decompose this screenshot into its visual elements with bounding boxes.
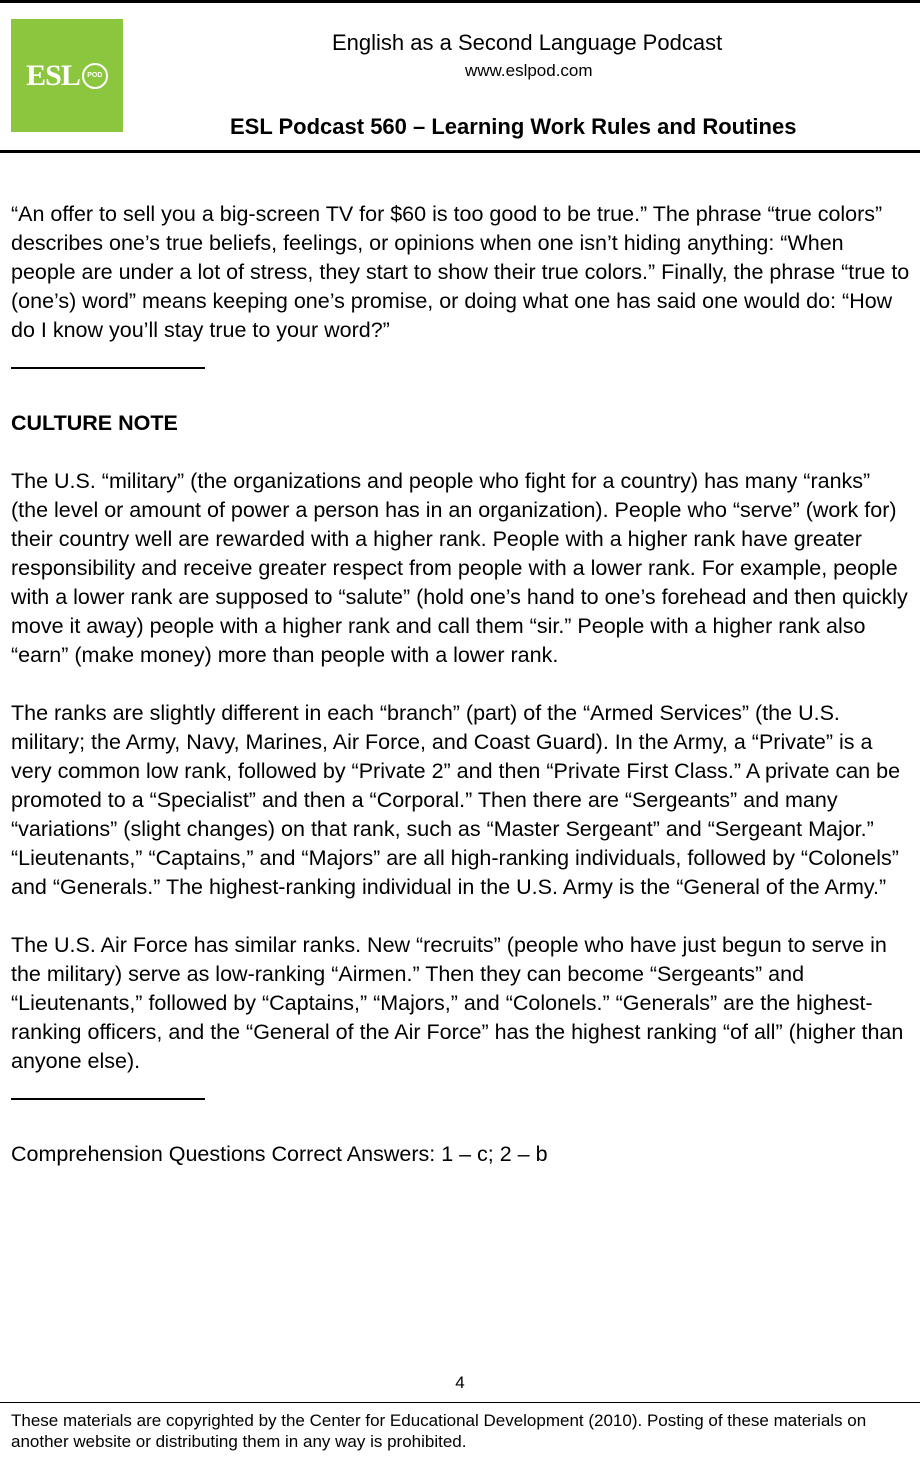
section-separator [11, 1098, 205, 1100]
culture-paragraph-1: The U.S. “military” (the organizations and people who fight for a country) has many “ranks” (the level or amount of power a person has in an organization). People who “serve” (work for) their country well are rewarded with a higher rank. People with a higher rank have greater responsibility and receive greater respect from people with a lower rank. For example, people with a lower rank are supposed to “salute” (hold one’s hand to one’s forehead and then quickly move it away) people with a higher rank and call them “sir.” People with a higher rank also “earn” (make money) more than people with a lower rank. [11, 469, 908, 667]
header-divider [0, 150, 920, 153]
page-number: 4 [455, 1373, 465, 1392]
podcast-title: English as a Second Language Podcast [332, 30, 723, 55]
footer-divider [0, 1402, 920, 1403]
section-separator [11, 367, 205, 369]
culture-note-heading: CULTURE NOTE [11, 411, 178, 435]
episode-title: ESL Podcast 560 – Learning Work Rules and Routines [230, 114, 797, 139]
top-rule [0, 0, 920, 3]
page-content [11, 200, 913, 1169]
logo-text: ESL [26, 58, 80, 92]
culture-paragraph-3: The U.S. Air Force has similar ranks. New “recruits” (people who have just begun to serve in the military) serve as low-ranking “Airmen.” Then they can become “Sergeants” and “Lieutenants,” followed by “Captains,” “Majors,” and “Colonels.” “Generals” are the highest-ranking officers, and the “General of the Air Force” has the highest ranking “of all” (higher than anyone else). [11, 933, 904, 1073]
eslpod-logo [11, 19, 123, 132]
intro-paragraph: “An offer to sell you a big-screen TV for $60 is too good to be true.” The phrase “true colors” describes one’s true beliefs, feelings, or opinions when one isn’t hiding anything: “When people are under a lot of stress, they start to show their true colors.” Finally, the phrase “true to (one’s) word” means keeping one’s promise, or doing what one has said one would do: “How do I know you’ll stay true to your word?” [11, 202, 910, 342]
website-url: www.eslpod.com [465, 61, 593, 80]
culture-paragraph-2: The ranks are slightly different in each “branch” (part) of the “Armed Services” (the U.S. military; the Army, Navy, Marines, Air Force, and Coast Guard). In the Army, a “Private” is a very common low rank, followed by “Private 2” and then “Private First Class.” A private can be promoted to a “Specialist” and then a “Corporal.” Then there are “Sergeants” and many “variations” (slight changes) on that rank, such as “Master Sergeant” and “Sergeant Major.” “Lieutenants,” “Captains,” and “Majors” are all high-ranking individuals, followed by “Colonels” and “Generals.” The highest-ranking individual in the U.S. Army is the “General of the Army.” [11, 701, 901, 899]
comprehension-answers: Comprehension Questions Correct Answers: 1 – c; 2 – b [11, 1142, 548, 1166]
podcast-icon: POD [82, 63, 108, 89]
copyright-notice: These materials are copyrighted by the Center for Educational Development (2010). Posting of these materials on another website or distributing them in any way is prohibited. [11, 1411, 867, 1451]
